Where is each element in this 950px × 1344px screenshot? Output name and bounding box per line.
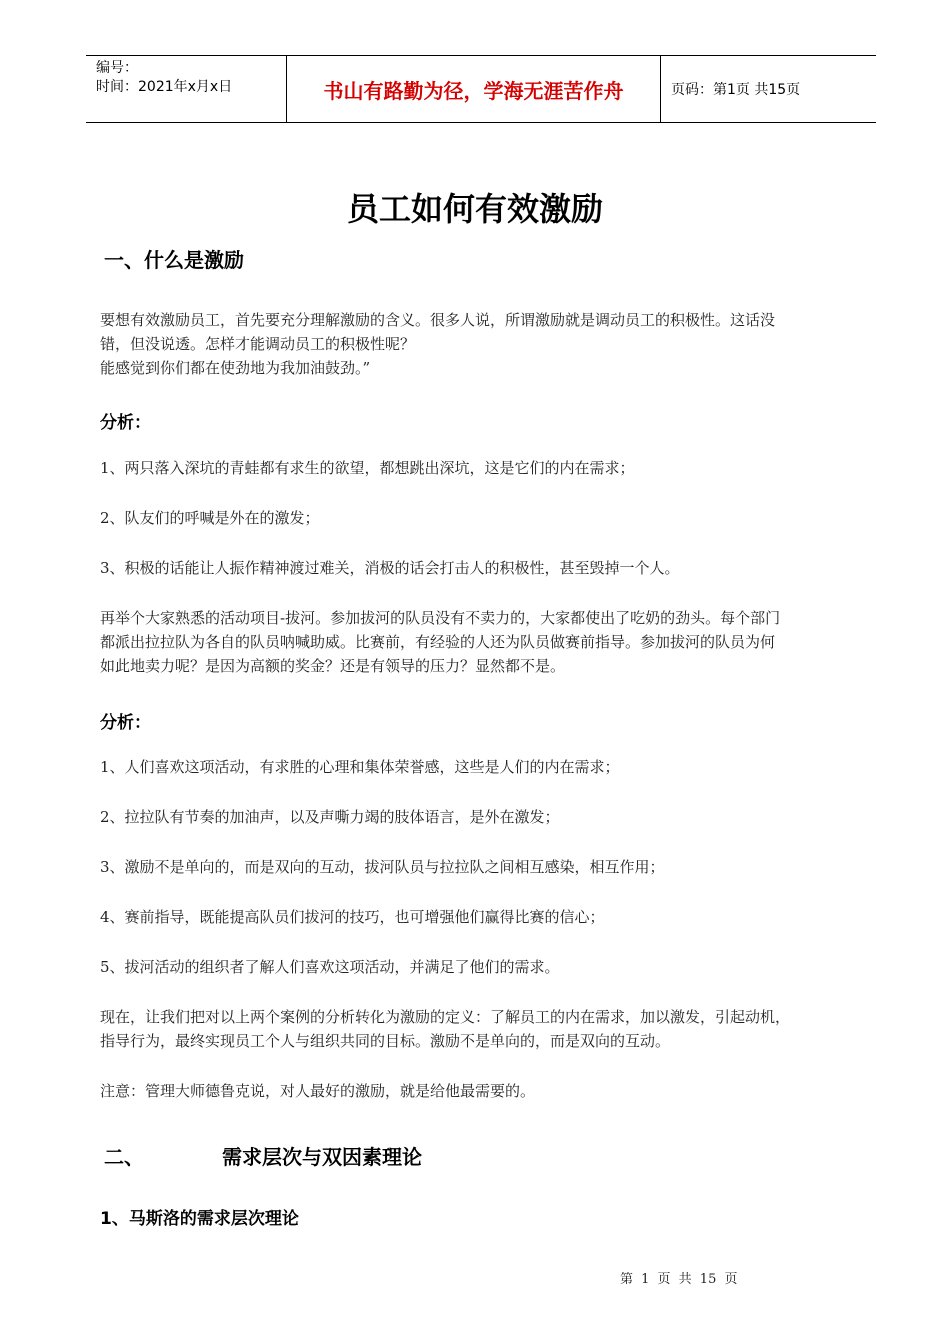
section1-heading: 一、什么是激励 bbox=[104, 248, 244, 272]
example-line: 如此地卖力呢？是因为高额的奖金？还是有领导的压力？显然都不是。 bbox=[100, 657, 566, 675]
analysis1-item: 2、队友们的呼喊是外在的激发； bbox=[100, 509, 320, 527]
section2-heading-text: 需求层次与双因素理论 bbox=[222, 1145, 422, 1169]
analysis2-item: 1、人们喜欢这项活动，有求胜的心理和集体荣誉感，这些是人们的内在需求； bbox=[100, 758, 620, 776]
time-label: 时间：2021年x月x日 bbox=[96, 79, 233, 95]
subsection-heading: 1、马斯洛的需求层次理论 bbox=[100, 1209, 299, 1229]
intro-paragraph bbox=[100, 308, 880, 380]
definition-line: 现在，让我们把对以上两个案例的分析转化为激励的定义：了解员工的内在需求，加以激发，引起动机， bbox=[100, 1008, 791, 1026]
definition-paragraph bbox=[100, 1005, 880, 1053]
example-paragraph bbox=[100, 606, 880, 678]
header-meta bbox=[86, 56, 287, 122]
analysis2-item: 4、赛前指导，既能提高队员们拔河的技巧，也可增强他们赢得比赛的信心； bbox=[100, 908, 605, 926]
note-paragraph: 注意：管理大师德鲁克说，对人最好的激励，就是给他最需要的。 bbox=[100, 1082, 536, 1100]
page-footer: 第 1 页 共 15 页 bbox=[620, 1272, 738, 1287]
definition-line: 指导行为，最终实现员工个人与组织共同的目标。激励不是单向的，而是双向的互动。 bbox=[100, 1032, 671, 1050]
intro-line: 能感觉到你们都在使劲地为我加油鼓劲。” bbox=[100, 359, 371, 377]
header-page-label: 页码：第1页 共15页 bbox=[671, 82, 801, 98]
section2-heading-num: 二、 bbox=[104, 1145, 144, 1169]
example-line: 都派出拉拉队为各自的队员呐喊助威。比赛前，有经验的人还为队员做赛前指导。参加拔河的队员为何 bbox=[100, 633, 776, 651]
number-label: 编号： bbox=[96, 60, 138, 76]
analysis1-label: 分析： bbox=[100, 413, 151, 433]
header-motto: 书山有路勤为径，学海无涯苦作舟 bbox=[287, 56, 661, 122]
analysis2-item: 5、拔河活动的组织者了解人们喜欢这项活动，并满足了他们的需求。 bbox=[100, 958, 560, 976]
analysis2-label: 分析： bbox=[100, 713, 151, 733]
analysis1-item: 1、两只落入深坑的青蛙都有求生的欲望，都想跳出深坑，这是它们的内在需求； bbox=[100, 459, 635, 477]
analysis2-item: 2、拉拉队有节奏的加油声，以及声嘶力竭的肢体语言，是外在激发； bbox=[100, 808, 560, 826]
page-title: 员工如何有效激励 bbox=[346, 190, 603, 228]
document-header bbox=[86, 55, 876, 123]
analysis2-item: 3、激励不是单向的，而是双向的互动，拔河队员与拉拉队之间相互感染，相互作用； bbox=[100, 858, 665, 876]
section2-heading bbox=[104, 1141, 422, 1170]
analysis1-item: 3、积极的话能让人振作精神渡过难关，消极的话会打击人的积极性，甚至毁掉一个人。 bbox=[100, 559, 680, 577]
intro-line: 要想有效激励员工，首先要充分理解激励的含义。很多人说，所谓激励就是调动员工的积极性。这话没 bbox=[100, 311, 776, 329]
example-line: 再举个大家熟悉的活动项目-拔河。参加拔河的队员没有不卖力的，大家都使出了吃奶的劲头。每个部门 bbox=[100, 609, 781, 627]
intro-line: 错，但没说透。怎样才能调动员工的积极性呢？ bbox=[100, 335, 416, 353]
